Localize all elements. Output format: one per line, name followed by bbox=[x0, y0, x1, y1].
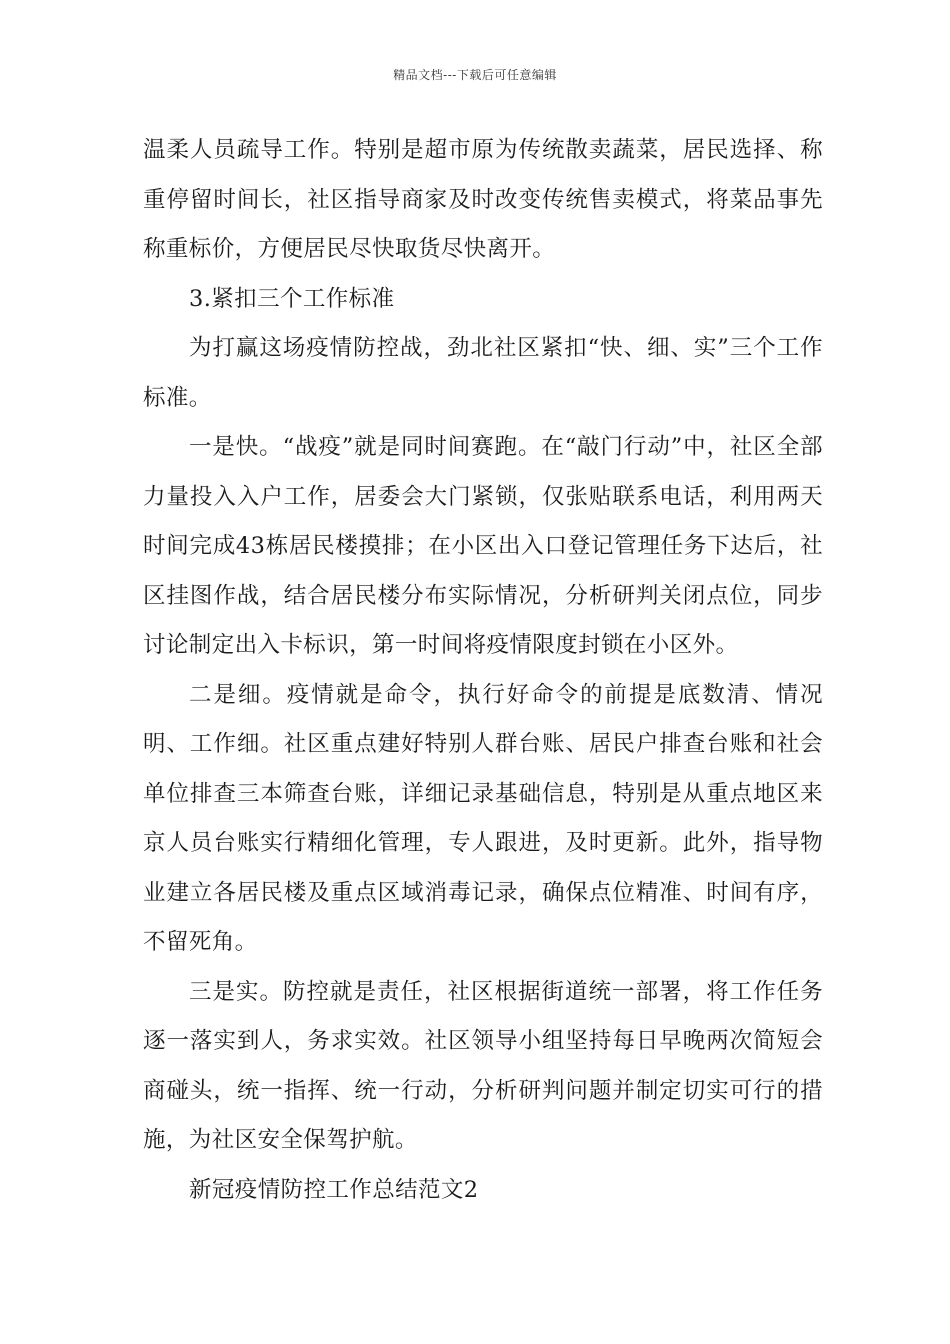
paragraph-fast: 一是快。“战疫”就是同时间赛跑。在“敲门行动”中，社区全部力量投入入户工作，居委会大门紧锁，仅张贴联系电话，利用两天时间完成43栋居民楼摸排；在小区出入口登记管理任务下达后，社区挂图作战，结合居民楼分布实际情况，分析研判关闭点位，同步讨论制定出入卡标识，第一时间将疫情限度封锁在小区外。 bbox=[143, 434, 823, 658]
paragraph-detail: 二是细。疫情就是命令，执行好命令的前提是底数清、情况明、工作细。社区重点建好特别人群台账、居民户排查台账和社会单位排查三本筛查台账，详细记录基础信息，特别是从重点地区来京人员台账实行精细化管理，专人跟进，及时更新。此外，指导物业建立各居民楼及重点区域消毒记录，确保点位精准、时间有序，不留死角。 bbox=[143, 681, 823, 955]
document-body bbox=[143, 126, 823, 1215]
section-heading: 3.紧扣三个工作标准 bbox=[189, 285, 395, 312]
page-header: 精品文档---下载后可任意编辑 bbox=[393, 68, 557, 82]
next-article-title: 新冠疫情防控工作总结范文2 bbox=[189, 1176, 479, 1203]
paragraph-continuation: 温柔人员疏导工作。特别是超市原为传统散卖蔬菜，居民选择、称重停留时间长，社区指导商家及时改变传统售卖模式，将菜品事先称重标价，方便居民尽快取货尽快离开。 bbox=[143, 137, 823, 262]
paragraph-solid: 三是实。防控就是责任，社区根据街道统一部署，将工作任务逐一落实到人，务求实效。社区领导小组坚持每日早晚两次简短会商碰头，统一指挥、统一行动，分析研判问题并制定切实可行的措施，为社区安全保驾护航。 bbox=[143, 978, 823, 1153]
paragraph-intro: 为打赢这场疫情防控战，劲北社区紧扣“快、细、实”三个工作标准。 bbox=[143, 335, 823, 411]
